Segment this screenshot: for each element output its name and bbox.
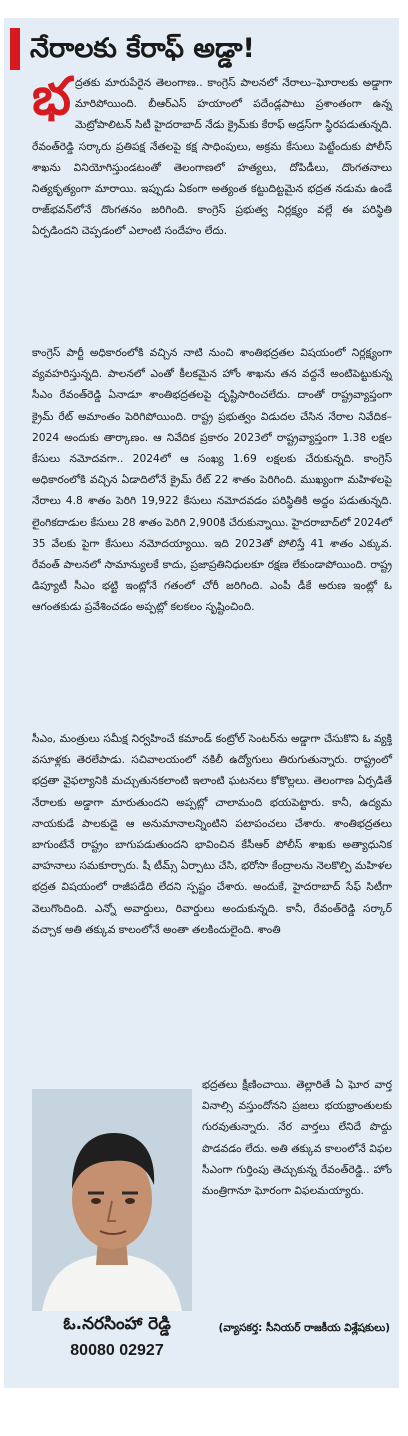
paragraph-1 <box>32 67 392 242</box>
author-byline: (వ్యాసకర్త: సీనియర్ రాజకీయ విశ్లేషకులు) <box>218 1322 390 1334</box>
title-accent-bar <box>10 28 20 70</box>
author-photo <box>32 1089 192 1311</box>
paragraph-2: కాంగ్రెస్ పార్టీ అధికారంలోకి వచ్చిన నాటి నుంచి శాంతిభద్రతల విషయంలో నిర్లక్ష్యంగా వ్యవహరిస్తున్నది. పాలనలో ఎంతో కీలకమైన హోం శాఖను తన వద్దనే అంటిపెట్టుకున్న సీఎం రేవంత్‌రెడ్డి ఏనాడూ శాంతిభద్రతలపై దృష్టిసారించలేదు. దాంతో రాష్ట్రవ్యాప్తంగా క్రైమ్ రేట్ అమాంతం పెరిగిపోయింది. రాష్ట్ర ప్రభుత్వం విడుదల చేసిన నేరాల నివేదిక–2024 అందుకు తార్కాణం. ఆ నివేదిక ప్రకారం 2023లో రాష్ట్రవ్యాప్తంగా 1.38 లక్షల కేసులు నమోదవగా.. 2024లో ఆ సంఖ్య 1.69 లక్షలకు చేరుకున్నది. కాంగ్రెస్ అధికారంలోకి వచ్చిన ఏడాదిలోనే క్రైమ్ రేట్ 22 శాతం పెరిగింది. ముఖ్యంగా మహిళలపై నేరాలు 4.8 శాతం పెరిగి 19,922 కేసులు నమోదవడం పరిస్థితికి అద్దం పడుతున్నది. లైంగికదాడుల కేసులు 28 శాతం పెరిగి 2,900కి చేరుకున్నాయి. హైదరాబాద్‌లో 2024లో 35 వేలకు పైగా కేసులు నమోదయ్యాయి. ఇది 2023తో పోలిస్తే 41 శాతం ఎక్కువ. రేవంత్ పాలనలో సామాన్యులకే కాదు, ప్రజాప్రతినిధులకూ రక్షణ లేకుండాపోయింది. రాష్ట్ర డిప్యూటీ సీఎం భట్టి ఇంట్లోనే గతంలో చోరీ జరిగింది. ఎంపీ డీకే అరుణ ఇంట్లో ఓ ఆగంతకుడు ప్రవేశించడం అప్పట్లో కలకలం సృష్టించింది. <box>32 346 392 614</box>
author-name: ఓ.నరసింహా రెడ్డి <box>63 1314 171 1334</box>
author-phone: 80080 02927 <box>70 1342 164 1359</box>
paragraph-3: సీఎం, మంత్రులు సమీక్ష నిర్వహించే కమాండ్ కంట్రోల్ సెంటర్‌ను అడ్డాగా చేసుకొని ఓ వ్యక్తి వసూళ్లకు తెరలేపాడు. సచివాలయంలో నకిలీ ఉద్యోగులు తిరుగుతున్నారు. రాష్ట్రంలో భద్రతా వైఫల్యానికి మచ్చుతునకలాంటి ఇలాంటి ఘటనలు కోకొల్లలు. తెలంగాణ ఏర్పడితే నేరాలకు అడ్డాగా మారుతుందని అప్పట్లో చాలామంది భయపెట్టారు. కానీ, ఉద్యమ నాయకుడే పాలకుడై ఆ అనుమానాలన్నింటిని పటాపంచలు చేశారు. శాంతిభద్రతలు బాగుంటేనే రాష్ట్రం బాగుపడుతుందని భావించిన కేసీఆర్ పోలీస్ శాఖకు అత్యాధునిక వాహనాలు సమకూర్చారు. షీ టీమ్స్ ఏర్పాటు చేసి, భరోసా కేంద్రాలను నెలకొల్పి మహిళల భద్రత విషయంలో రాజీపడేది లేదని స్పష్టం చేశారు. అందుకే, హైదరాబాద్ సేఫ్ సిటీగా వెలుగొందింది. ఎన్నో అవార్డులు, రివార్డులు అందుకున్నది. కానీ, రేవంత్‌రెడ్డి సర్కార్ వచ్చాక అతి తక్కువ కాలంలోనే అంతా తలకిందులైంది. శాంతి <box>32 732 392 936</box>
dropcap: భ <box>32 67 72 127</box>
article-title: నేరాలకు కేరాఫ్ అడ్డా! <box>30 33 255 64</box>
author-portrait-icon <box>32 1089 192 1311</box>
paragraph-1-text: ద్రతకు మారుపేరైన తెలంగాణ.. కాంగ్రెస్ పాలనలో నేరాలు–ఘోరాలకు అడ్డాగా మారిపోయింది. బీఆర్ఎస్ హయాంలో పదేండ్లపాటు ప్రశాంతంగా ఉన్న మెట్రోపాలిటన్ సిటీ హైదరాబాద్ నేడు క్రైమ్‌కు కేరాఫ్ అడ్రస్‌గా స్థిరపడుతున్నది. రేవంత్‌రెడ్డి సర్కారు ప్రతిపక్ష నేతలపై కక్ష సాధింపులు, అక్రమ కేసులు పెట్టేందుకు పోలీస్ శాఖను వినియోగిస్తుండటంతో తెలంగాణలో హత్యలు, దోపిడీలు, దొంగతనాలు నిత్యకృత్యంగా మారాయి. ఇప్పుడు ఏకంగా అత్యంత కట్టుదిట్టమైన భద్రత నడుమ ఉండే రాజ్‌భవన్‌లోనే దొంగతనం జరిగింది. కాంగ్రెస్ ప్రభుత్వ నిర్లక్ష్యం వల్లే ఈ పరిస్థితి ఏర్పడిందని చెప్పడంలో ఎలాంటి సందేహం లేదు. <box>32 76 392 238</box>
paragraph-3-tail: భద్రతలు క్షీణించాయి. తెల్లారితే ఏ ఘోర వార్త వినాల్సి వస్తుందోనని ప్రజలు భయభ్రాంతులకు గురవుతున్నారు. నేర వార్తలు లేనిదే పొద్దు పొడవడం లేదు. అతి తక్కువ కాలంలోనే విఫల సీఎంగా గుర్తింపు తెచ్చుకున్న రేవంత్‌రెడ్డి.. హోం మంత్రిగానూ ఘోరంగా విఫలమయ్యారు. <box>202 1078 392 1198</box>
